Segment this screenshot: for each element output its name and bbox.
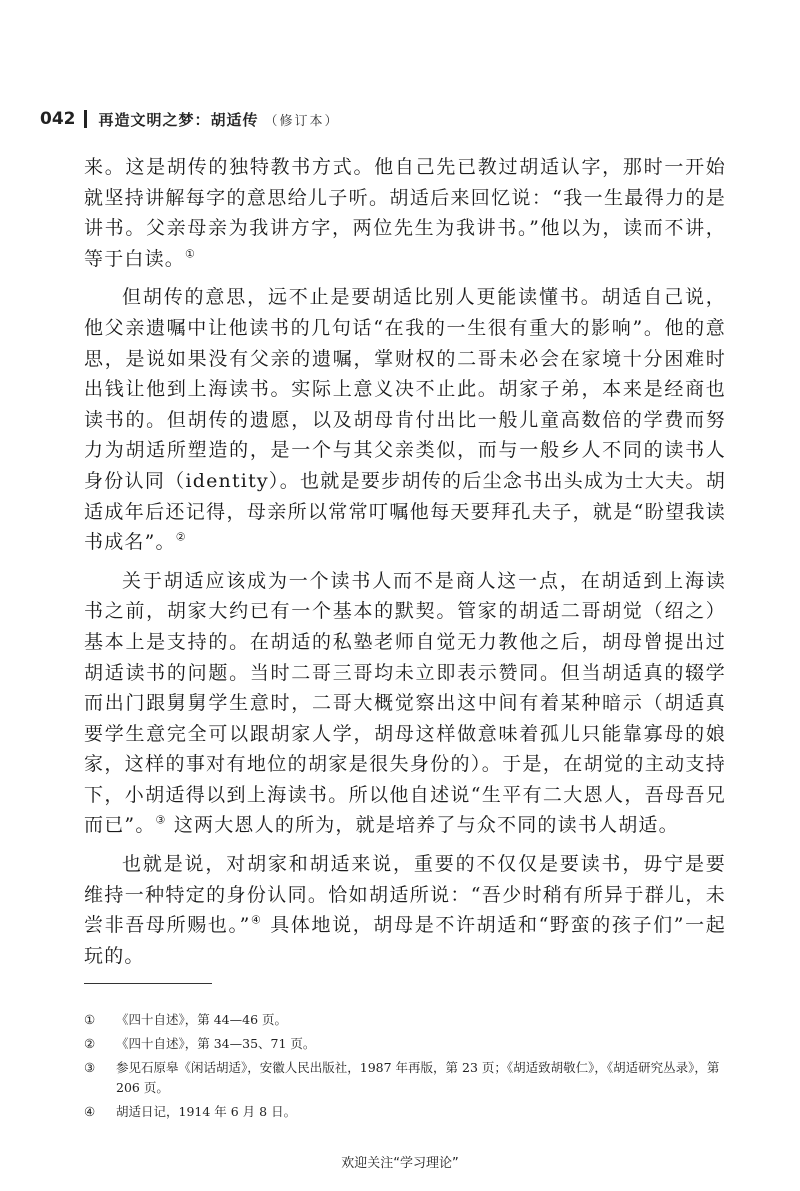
paragraph	[84, 152, 726, 274]
footnote-reference: ②	[175, 530, 187, 544]
footnote-text: 胡适日记，1914 年 6 月 8 日。	[116, 1104, 297, 1119]
footnote-reference: ①	[185, 247, 197, 261]
footnote-mark: ②	[84, 1036, 96, 1051]
footnote	[84, 1010, 744, 1030]
footnotes	[84, 1010, 744, 1126]
footnote	[84, 1058, 744, 1098]
paragraph-text: 关于胡适应该成为一个读书人而不是商人这一点，在胡适到上海读书之前，胡家大约已有一个基本的默契。管家的胡适二哥胡觉（绍之）基本上是支持的。在胡适的私塾老师自觉无力教他之后，胡母曾提出过胡适读书的问题。当时二哥三哥均未立即表示赞同。但当胡适真的辍学而出门跟舅舅学生意时，二哥大概觉察出这中间有着某种暗示（胡适真要学生意完全可以跟胡家人学，胡母这样做意味着孤儿只能靠寡母的娘家，这样的事对有地位的胡家是很失身份的）。于是，在胡觉的主动支持下，小胡适得以到上海读书。所以他自述说“生平有二大恩人，吾母吾兄而已”。	[84, 569, 726, 837]
footnote-mark: ①	[84, 1012, 96, 1027]
running-head	[40, 104, 340, 134]
body-text	[84, 152, 726, 979]
paragraph	[84, 282, 726, 557]
footnote-text: 《四十自述》，第 34—35、71 页。	[116, 1036, 316, 1051]
paragraph-text: 来。这是胡传的独特教书方式。他自己先已教过胡适认字，那时一开始就坚持讲解每字的意思给儿子听。胡适后来回忆说：“我一生最得力的是讲书。父亲母亲为我讲方字，两位先生为我讲书。”他以为，读而不讲，等于白读。	[84, 156, 726, 270]
paragraph-text-tail: 具体地说，胡母是不许胡适和“野蛮的孩子们”一起玩的。	[84, 914, 727, 967]
footnote-mark: ④	[84, 1104, 96, 1119]
footnote	[84, 1102, 744, 1122]
paragraph-text: 但胡传的意思，远不止是要胡适比别人更能读懂书。胡适自己说，他父亲遗嘱中让他读书的几句话“在我的一生很有重大的影响”。他的意思，是说如果没有父亲的遗嘱，掌财权的二哥未必会在家境十分困难时出钱让他到上海读书。实际上意义决不止此。胡家子弟，本来是经商也读书的。但胡传的遗愿，以及胡母肯付出比一般儿童高数倍的学费而努力为胡适所塑造的，是一个与其父亲类似，而与一般乡人不同的读书人身份认同（identity）。也就是要步胡传的后尘念书出头成为士大夫。胡适成年后还记得，母亲所以常常叮嘱他每天要拜孔夫子，就是“盼望我读书成名”。	[84, 286, 726, 554]
header-divider-bar	[84, 110, 87, 128]
paragraph-text: 也就是说，对胡家和胡适来说，重要的不仅仅是要读书，毋宁是要维持一种特定的身份认同。恰如胡适所说：“吾少时稍有所异于群儿，未尝非吾母所赐也。”	[84, 853, 726, 937]
bottom-notice: 欢迎关注“学习理论”	[341, 1156, 459, 1171]
page-number: 042	[40, 109, 76, 129]
paragraph	[84, 849, 726, 971]
footnote-reference: ③	[155, 814, 167, 828]
book-edition: （修订本）	[264, 113, 340, 129]
footnote	[84, 1034, 744, 1054]
footnote-text: 《四十自述》，第 44—46 页。	[116, 1012, 288, 1027]
footnote-divider	[84, 983, 212, 984]
footnote-mark: ③	[84, 1060, 96, 1075]
paragraph	[84, 566, 726, 841]
footnote-reference: ④	[250, 913, 263, 927]
book-title: 再造文明之梦：胡适传	[98, 110, 259, 129]
footnote-text: 参见石原皋《闲话胡适》，安徽人民出版社，1987 年再版，第 23 页；《胡适致胡敬仁》，《胡适研究丛录》，第 206 页。	[116, 1060, 720, 1095]
paragraph-text-tail: 这两大恩人的所为，就是培养了与众不同的读书人胡适。	[166, 814, 679, 837]
